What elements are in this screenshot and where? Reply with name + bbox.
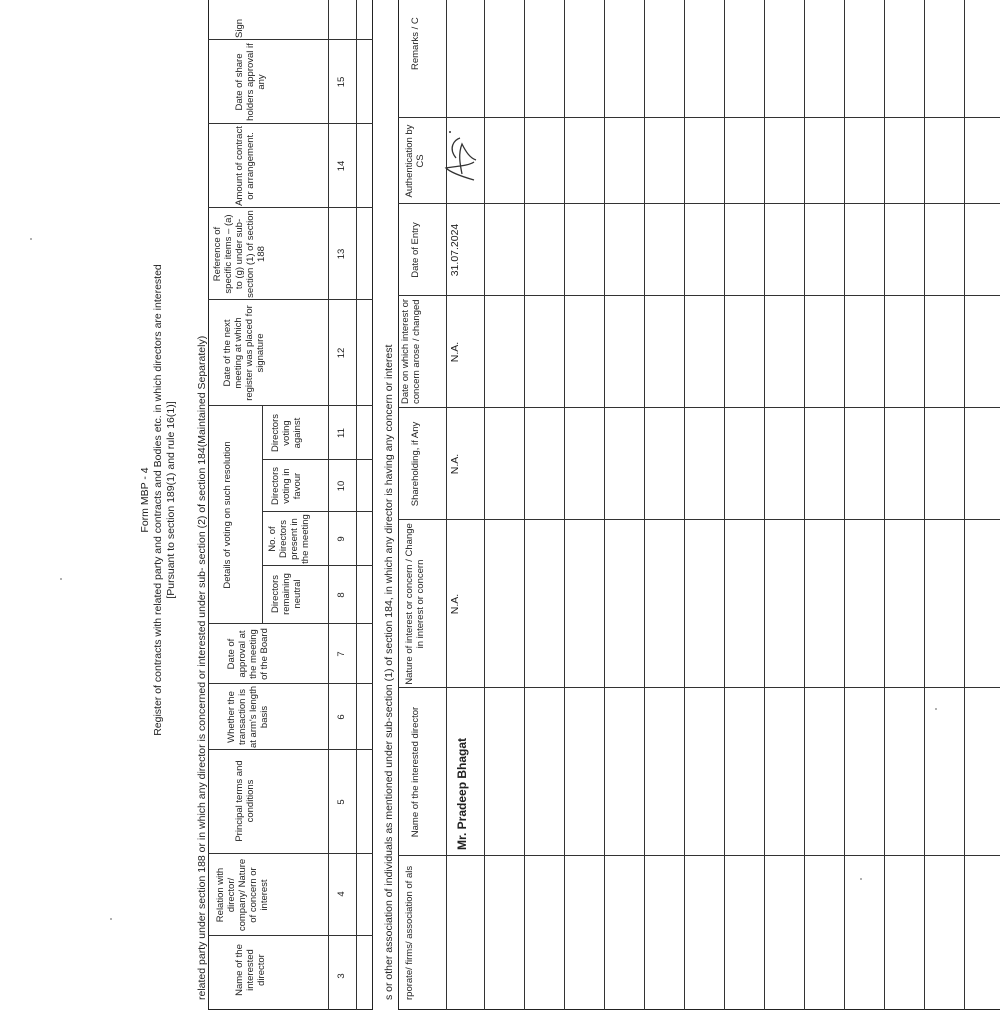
part-b-table (398, 0, 1000, 1010)
row-date-entry: 31.07.2024 (449, 223, 461, 277)
header-body-corporate: rporate/ firms/ association of als (404, 865, 415, 1000)
col-number-6: 6 (336, 714, 347, 720)
header-nature-interest: Nature of interest or concern / Change in interest or concern (404, 523, 426, 685)
form-title: Form MBP - 4 (139, 467, 151, 533)
col-number-4: 4 (336, 891, 347, 897)
col-number-14: 14 (336, 160, 347, 172)
row-date-arose: N.A. (449, 341, 461, 363)
header-voting-favour: Directors voting in favour (270, 467, 303, 506)
header-relation: Relation with director/ company/ Nature of concern or interest (215, 858, 270, 932)
part-b-heading: s or other association of individuals as mentioned under sub-section (1) of section 184, in which any director is having any concern or interest (383, 344, 395, 1000)
header-voting-details: Details of voting on such resolution (222, 441, 233, 589)
header-signature: Sign (234, 18, 245, 38)
header-shareholders-approval: Date of share holders approval if any (234, 43, 267, 121)
row-director-name: Mr. Pradeep Bhagat (455, 737, 469, 850)
col-number-8: 8 (336, 592, 347, 598)
form-pursuant: [Pursuant to section 189(1) and rule 16(1)] (165, 401, 177, 599)
cs-signature-image (440, 128, 480, 188)
col-number-10: 10 (336, 480, 347, 492)
col-number-7: 7 (336, 651, 347, 657)
row-nature: N.A. (449, 593, 461, 615)
header-shareholding: Shareholding, if Any (410, 421, 421, 507)
row-shareholding: N.A. (449, 453, 461, 475)
col-number-5: 5 (336, 799, 347, 805)
col-number-12: 12 (336, 347, 347, 359)
header-date-arose: Date on which interest or concern arose / changed (400, 298, 422, 404)
header-date-approval: Date of approval at the meeting of the Board (226, 628, 270, 680)
header-arms-length: Whether the transaction is at arm's length basis (226, 685, 270, 748)
col-number-11: 11 (336, 428, 347, 438)
header-name-interested-director: Name of the interested director (234, 944, 267, 996)
header-directors-present: No. of Directors present in the meeting (267, 514, 311, 564)
header-voting-against: Directors voting against (270, 414, 303, 453)
header-remarks: Remarks / C (410, 17, 421, 70)
header-remaining-neutral: Directors remaining neutral (270, 573, 303, 615)
part-a-heading: related party under section 188 or in which any director is concerned or interested under sub- section (2) of section 184(Maintained Separately) (196, 335, 208, 1000)
col-number-13: 13 (336, 248, 347, 260)
header-authentication: Authentication by CS (404, 124, 426, 198)
header-principal-terms: Principal terms and conditions (234, 760, 256, 842)
header-b-name-director: Name of the interested director (410, 706, 421, 838)
col-number-15: 15 (336, 76, 347, 88)
col-number-9: 9 (336, 536, 347, 542)
header-reference-items: Reference of specific items – (a) to (g) under sub-section (1) of section 188 (212, 210, 267, 298)
header-next-meeting: Date of the next meeting at which register was placed for signature (222, 305, 266, 401)
form-subtitle: Register of contracts with related party and contracts and Bodies etc. in which directors are interested (152, 264, 164, 736)
header-amount: Amount of contract or arrangement. (234, 126, 256, 206)
header-date-entry: Date of Entry (410, 222, 421, 278)
col-number-3: 3 (336, 973, 347, 979)
